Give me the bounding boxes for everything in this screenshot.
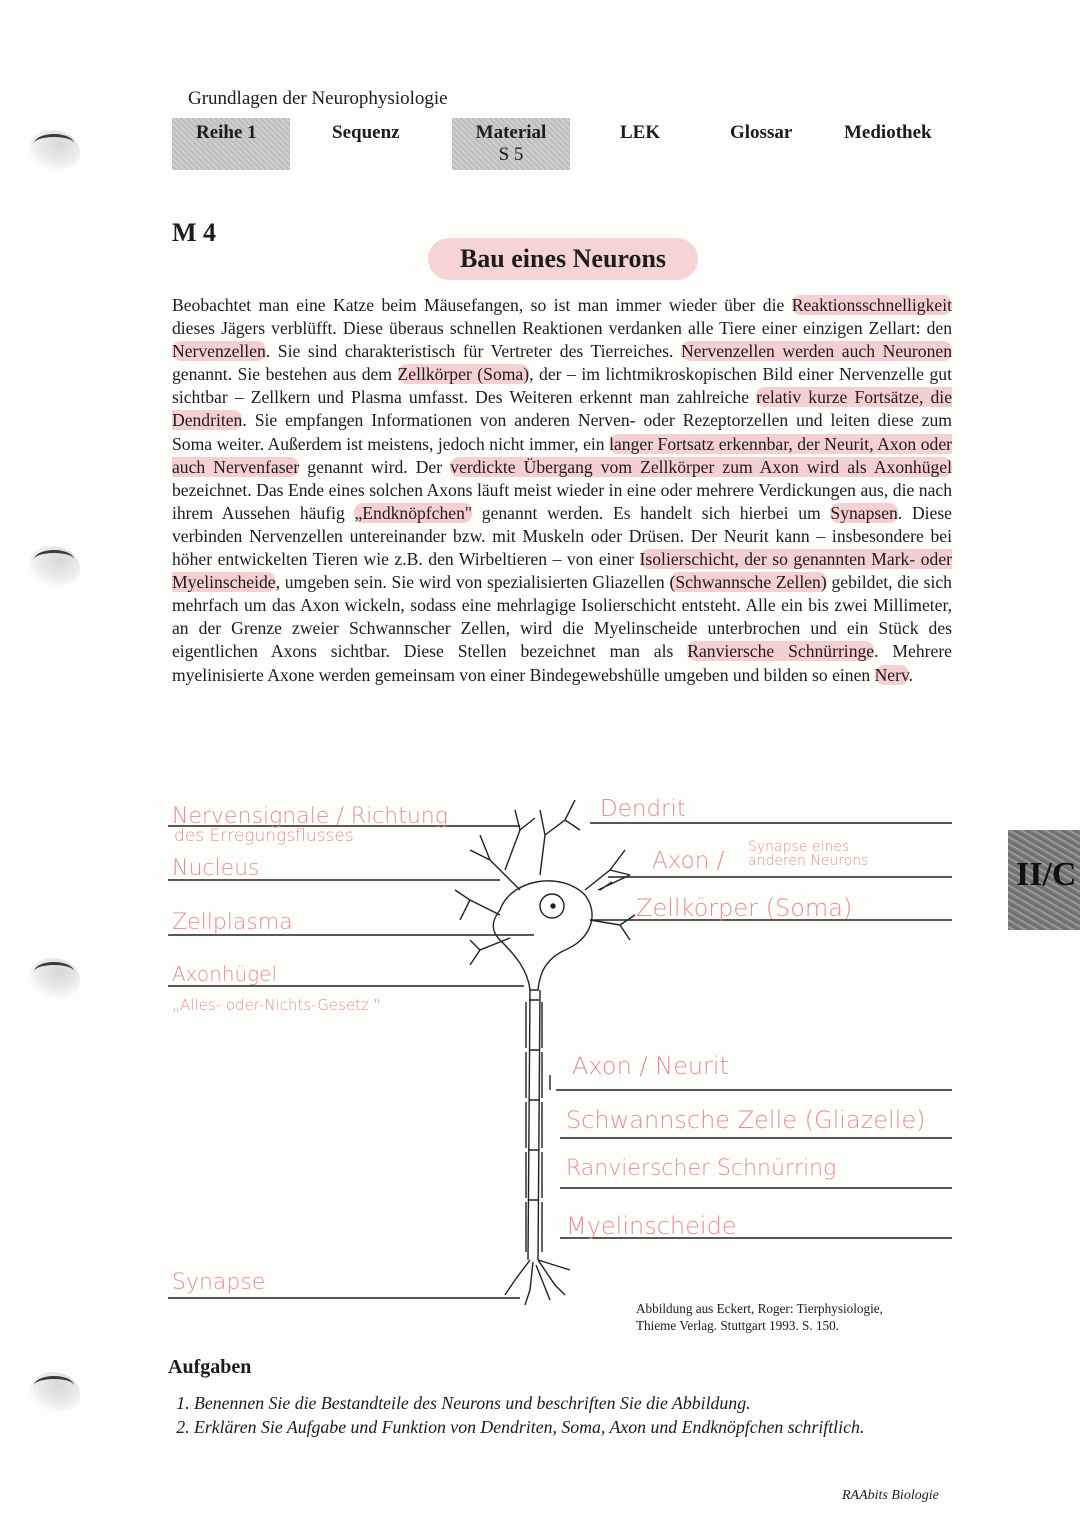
neuron-diagram — [0, 790, 1080, 1310]
label-zellplasma: Zellplasma — [172, 910, 293, 935]
nav-material-label: Material — [475, 122, 547, 143]
body-text-segment: genannt wird. Der — [299, 456, 451, 477]
highlighted-term: Synapsen — [830, 502, 898, 523]
label-erregungsfluss: des Erregungsflusses — [174, 826, 354, 846]
caption-line-1: Abbildung aus Eckert, Roger: Tierphysiologie, — [636, 1301, 883, 1316]
tasks-list — [168, 1392, 984, 1440]
highlighted-term: Reaktionsschnelligkeit — [791, 295, 952, 315]
highlighted-term: relativ kurze Fortsätze, die Dendriten — [172, 387, 953, 431]
highlighted-term: Nervenzellen werden auch Neuronen — [681, 341, 952, 362]
highlighted-term: Zellkörper (Soma) — [397, 364, 530, 385]
body-text-segment: , umgeben sein. Sie wird von spezialisierten Gliazellen — [275, 572, 670, 593]
body-text-segment: . Diese verbinden Nervenzellen untereinander bzw. mit Muskeln oder Drüsen. Der Neurit kann – insbesondere bei höher entwickelten Tieren wie z.B. den Wirbeltieren – von einer — [172, 502, 952, 570]
label-schwannsche-zelle: Schwannsche Zelle (Gliazelle) — [566, 1106, 926, 1134]
label-myelinscheide: Myelinscheide — [566, 1212, 737, 1240]
page-title: Bau eines Neurons — [428, 238, 698, 280]
footer-brand: RAAbits Biologie — [842, 1488, 939, 1503]
label-synapse-anderes-neuron — [748, 840, 868, 868]
binder-hole — [28, 1372, 80, 1412]
nav-material-sub: S 5 — [498, 144, 524, 165]
label-alles-oder-nichts: „Alles- oder-Nichts-Gesetz " — [172, 996, 381, 1014]
highlighted-term: (Schwannsche Zellen) — [669, 572, 827, 593]
side-register-tab — [1008, 830, 1080, 930]
body-text-segment: bezeichnet. Das Ende eines solchen Axons läuft meist wieder in eine oder mehrere Verdickungen aus, die nach ihrem Aussehen häufig — [172, 479, 952, 523]
nav-material[interactable] — [472, 122, 550, 166]
body-text-segment: gebildet, die sich mehrfach um das Axon wickeln, sodass eine mehrlagige Isolierschicht entsteht. Alle ein bis zwei Millimeter, an der Grenze zweier Schwannscher Zellen, wird die Myelinscheide unterbrochen und ein Stück des eigentlichen Axons sichtbar. Diese Stellen bezeichnet man als — [172, 572, 952, 662]
body-text-segment: . — [908, 664, 914, 685]
side-tab-label: II/C — [1016, 856, 1077, 893]
highlighted-term: Isolierschicht, der so genannten Mark- oder Myelinscheide — [172, 549, 952, 593]
label-axonhuegel: Axonhügel — [172, 962, 278, 986]
body-paragraph — [172, 294, 952, 687]
tasks-heading: Aufgaben — [168, 1356, 252, 1378]
nav-mediothek[interactable]: Mediothek — [844, 122, 932, 143]
nav-sequenz[interactable]: Sequenz — [332, 122, 400, 143]
highlighted-term: Ranviersche Schnürringe — [687, 641, 875, 662]
nav-glossar[interactable]: Glossar — [730, 122, 793, 143]
label-nucleus: Nucleus — [172, 856, 260, 881]
highlighted-term: „Endknöpfchen" — [354, 502, 473, 523]
nav-reihe[interactable]: Reihe 1 — [196, 122, 257, 143]
material-id: M 4 — [172, 218, 217, 247]
label-synapse: Synapse — [172, 1270, 266, 1295]
label-axon-synapse: Axon / — [652, 848, 725, 874]
highlighted-term: verdickte Übergang vom Zellkörper zum Axon wird als Axonhügel — [450, 456, 953, 477]
binder-hole — [28, 546, 80, 586]
label-axon-neurit: Axon / Neurit — [572, 1052, 729, 1080]
subject-heading: Grundlagen der Neurophysiologie — [188, 88, 448, 109]
label-dendrit: Dendrit — [600, 796, 686, 822]
nav-lek[interactable]: LEK — [620, 122, 661, 143]
body-text-segment: Beobachtet man eine Katze beim Mäusefangen, so ist man immer wieder über die — [172, 295, 792, 315]
label-zellkoerper: Zellkörper (Soma) — [636, 894, 853, 922]
highlighted-term: Nerv — [874, 664, 909, 685]
highlighted-term: Nervenzellen — [172, 341, 266, 362]
body-text-segment: . Sie empfangen Informationen von anderen Nerven- oder Rezeptorzellen und leiten diese zum Soma weiter. Außerdem ist meistens, jedoch nicht immer, ein — [172, 410, 952, 454]
body-text-segment: dieses Jägers verblüfft. Diese überaus schnellen Reaktionen verdanken alle Tiere einer einzigen Zellart: den — [172, 318, 952, 339]
body-text-segment: , der – im lichtmikroskopischen Bild einer Nervenzelle gut sichtbar – Zellkern und Plasma umfasst. Des Weiteren erkennt man zahlreiche — [172, 364, 952, 408]
task-item: 1. Benennen Sie die Bestandteile des Neurons und beschriften Sie die Abbildung. — [194, 1392, 984, 1414]
label-synapse-eines: Synapse eines — [748, 839, 850, 855]
highlighted-term: langer Fortsatz erkennbar, der Neurit, Axon oder auch Nervenfaser — [172, 433, 952, 477]
body-text-segment: genannt werden. Es handelt sich hierbei um — [472, 502, 831, 523]
material-navigation — [0, 118, 1080, 170]
caption-line-2: Thieme Verlag. Stuttgart 1993. S. 150. — [636, 1318, 840, 1333]
neuron-drawing — [0, 790, 1080, 1310]
body-text-segment: . Mehrere myelinisierte Axone werden gemeinsam von einer Bindegewebshülle umgeben und bilden so einen — [172, 641, 952, 685]
figure-caption — [636, 1300, 883, 1334]
label-nervensignale: Nervensignale / Richtung — [172, 804, 448, 829]
label-ranvierscher-schnuerring: Ranvierscher Schnürring — [566, 1156, 837, 1181]
task-item: 2. Erklären Sie Aufgabe und Funktion von Dendriten, Soma, Axon und Endknöpfchen schriftlich. — [194, 1416, 984, 1438]
body-text-segment: genannt. Sie bestehen aus dem — [172, 364, 398, 385]
body-text-segment: . Sie sind charakteristisch für Vertreter des Tierreiches. — [265, 341, 682, 362]
label-anderen-neurons: anderen Neurons — [748, 853, 869, 869]
